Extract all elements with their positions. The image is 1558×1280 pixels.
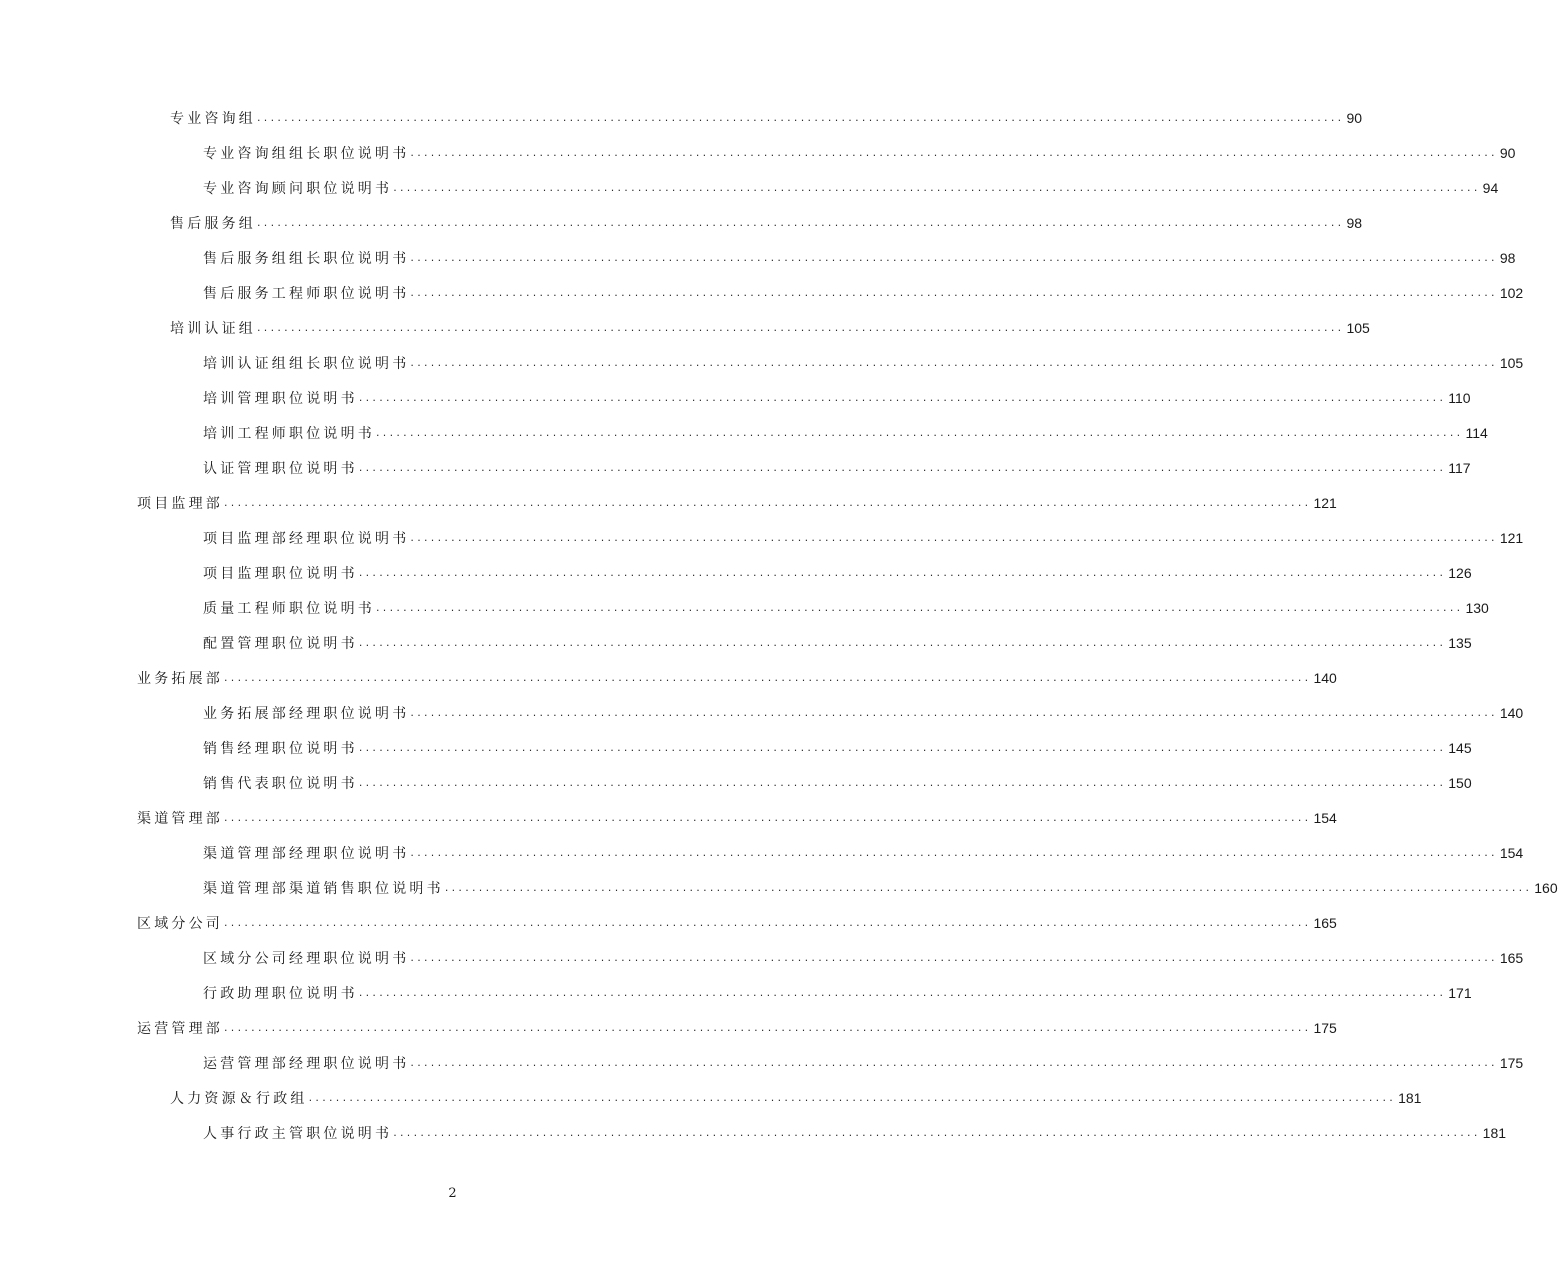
toc-entry[interactable]	[203, 981, 1472, 1005]
toc-entry[interactable]	[203, 281, 1524, 305]
toc-entry[interactable]	[203, 141, 1516, 165]
dot-leader: ................................................................................................................................................................	[358, 565, 1447, 579]
dot-leader: ................................................................................................................................................................	[410, 845, 1498, 859]
toc-entry[interactable]	[203, 736, 1472, 760]
toc-entry-title: 业务拓展部	[137, 671, 223, 687]
toc-entry-title: 培训工程师职位说明书	[203, 426, 375, 442]
toc-entry-page-number: 110	[1448, 390, 1471, 406]
dot-leader: ................................................................................................................................................................	[410, 950, 1498, 964]
toc-entry[interactable]	[170, 211, 1363, 235]
toc-entry-page-number: 175	[1499, 1055, 1524, 1071]
toc-entry[interactable]	[137, 1016, 1337, 1040]
toc-entry-page-number: 154	[1499, 845, 1524, 861]
dot-leader: ................................................................................................................................................................	[224, 915, 1312, 929]
toc-entry-title: 质量工程师职位说明书	[203, 601, 375, 617]
toc-entry-title: 运营管理部	[137, 1021, 223, 1037]
toc-entry-page-number: 114	[1465, 425, 1488, 441]
dot-leader: ................................................................................................................................................................	[393, 180, 1481, 194]
toc-entry[interactable]	[203, 876, 1558, 900]
toc-entry-page-number: 140	[1313, 670, 1337, 686]
toc-entry[interactable]	[170, 316, 1370, 340]
toc-entry[interactable]	[203, 246, 1516, 270]
toc-entry[interactable]	[203, 561, 1472, 585]
toc-entry-page-number: 98	[1346, 215, 1363, 231]
toc-entry-title: 培训认证组	[170, 321, 256, 337]
toc-entry[interactable]	[203, 1051, 1524, 1075]
page-number-footer: 2	[448, 1186, 457, 1201]
toc-entry[interactable]	[203, 1121, 1507, 1145]
toc-entry-page-number: 102	[1499, 285, 1524, 301]
toc-entry-page-number: 160	[1534, 880, 1558, 896]
toc-entry[interactable]	[137, 911, 1337, 935]
toc-entry-page-number: 154	[1313, 810, 1337, 826]
toc-entry-title: 渠道管理部经理职位说明书	[203, 846, 410, 862]
dot-leader: ................................................................................................................................................................	[376, 425, 1464, 439]
dot-leader: ................................................................................................................................................................	[358, 390, 1447, 404]
toc-entry-page-number: 90	[1499, 145, 1516, 161]
dot-leader: ................................................................................................................................................................	[224, 1020, 1312, 1034]
dot-leader: ................................................................................................................................................................	[410, 1055, 1498, 1069]
toc-entry-page-number: 140	[1499, 705, 1524, 721]
dot-leader: ................................................................................................................................................................	[410, 145, 1498, 159]
dot-leader: ................................................................................................................................................................	[444, 880, 1533, 894]
toc-entry[interactable]	[203, 841, 1524, 865]
toc-entry-page-number: 135	[1448, 635, 1472, 651]
dot-leader: ................................................................................................................................................................	[224, 810, 1312, 824]
toc-entry-page-number: 181	[1482, 1125, 1507, 1141]
toc-entry-title: 区域分公司经理职位说明书	[203, 951, 410, 967]
toc-entry-title: 项目监理职位说明书	[203, 566, 358, 582]
toc-entry[interactable]	[203, 421, 1488, 445]
toc-entry-title: 渠道管理部	[137, 811, 223, 827]
dot-leader: ................................................................................................................................................................	[224, 670, 1312, 684]
toc-entry-page-number: 117	[1448, 460, 1471, 476]
toc-entry[interactable]	[170, 1086, 1422, 1110]
dot-leader: ................................................................................................................................................................	[410, 250, 1498, 264]
toc-entry-page-number: 105	[1346, 320, 1370, 336]
toc-entry-title: 售后服务组组长职位说明书	[203, 251, 410, 267]
toc-entry-page-number: 130	[1465, 600, 1489, 616]
toc-entry-title: 销售经理职位说明书	[203, 741, 358, 757]
dot-leader: ................................................................................................................................................................	[358, 460, 1447, 474]
toc-entry-title: 行政助理职位说明书	[203, 986, 358, 1002]
dot-leader: ................................................................................................................................................................	[257, 215, 1345, 229]
toc-entry-title: 认证管理职位说明书	[203, 461, 358, 477]
dot-leader: ................................................................................................................................................................	[410, 530, 1498, 544]
dot-leader: ................................................................................................................................................................	[410, 355, 1498, 369]
toc-entry-page-number: 145	[1448, 740, 1472, 756]
dot-leader: ................................................................................................................................................................	[358, 635, 1447, 649]
toc-entry-page-number: 121	[1499, 530, 1524, 546]
dot-leader: ................................................................................................................................................................	[257, 320, 1345, 334]
toc-entry-title: 专业咨询组组长职位说明书	[203, 146, 410, 162]
dot-leader: ................................................................................................................................................................	[410, 705, 1498, 719]
dot-leader: ................................................................................................................................................................	[257, 110, 1345, 124]
toc-entry-title: 培训管理职位说明书	[203, 391, 358, 407]
toc-entry-title: 运营管理部经理职位说明书	[203, 1056, 410, 1072]
toc-entry[interactable]	[203, 176, 1499, 200]
toc-entry-title: 项目监理部	[137, 496, 223, 512]
toc-entry-title: 区域分公司	[137, 916, 223, 932]
dot-leader: ................................................................................................................................................................	[376, 600, 1464, 614]
toc-entry-page-number: 175	[1313, 1020, 1337, 1036]
toc-entry-title: 人力资源＆行政组	[170, 1091, 308, 1107]
dot-leader: ................................................................................................................................................................	[358, 985, 1447, 999]
toc-entry[interactable]	[137, 491, 1337, 515]
toc-entry-title: 销售代表职位说明书	[203, 776, 358, 792]
toc-entry-title: 专业咨询顾问职位说明书	[203, 181, 393, 197]
dot-leader: ................................................................................................................................................................	[358, 740, 1447, 754]
toc-entry-title: 售后服务工程师职位说明书	[203, 286, 410, 302]
toc-entry[interactable]	[203, 386, 1471, 410]
dot-leader: ................................................................................................................................................................	[308, 1090, 1397, 1104]
toc-entry-title: 项目监理部经理职位说明书	[203, 531, 410, 547]
dot-leader: ................................................................................................................................................................	[224, 495, 1312, 509]
toc-entry-page-number: 121	[1313, 495, 1337, 511]
toc-entry-title: 配置管理职位说明书	[203, 636, 358, 652]
toc-entry[interactable]	[137, 806, 1337, 830]
toc-entry-page-number: 94	[1482, 180, 1499, 196]
toc-entry-title: 专业咨询组	[170, 111, 256, 127]
toc-entry[interactable]	[137, 666, 1337, 690]
toc-entry-page-number: 165	[1499, 950, 1524, 966]
toc-entry-page-number: 165	[1313, 915, 1337, 931]
toc-entry[interactable]	[203, 351, 1524, 375]
dot-leader: ................................................................................................................................................................	[410, 285, 1498, 299]
toc-entry-page-number: 105	[1499, 355, 1524, 371]
dot-leader: ................................................................................................................................................................	[393, 1125, 1481, 1139]
dot-leader: ................................................................................................................................................................	[358, 775, 1447, 789]
toc-entry-page-number: 126	[1448, 565, 1472, 581]
toc-entry-page-number: 98	[1499, 250, 1516, 266]
toc-entry-title: 业务拓展部经理职位说明书	[203, 706, 410, 722]
toc-entry[interactable]	[203, 596, 1489, 620]
toc-entry[interactable]	[203, 701, 1524, 725]
toc-entry-title: 渠道管理部渠道销售职位说明书	[203, 881, 444, 897]
toc-entry-title: 售后服务组	[170, 216, 256, 232]
toc-entry[interactable]	[203, 456, 1471, 480]
toc-entry[interactable]	[203, 526, 1524, 550]
toc-entry[interactable]	[203, 631, 1472, 655]
toc-entry-page-number: 150	[1448, 775, 1472, 791]
toc-entry-title: 培训认证组组长职位说明书	[203, 356, 410, 372]
toc-entry[interactable]	[203, 771, 1472, 795]
toc-entry-page-number: 171	[1448, 985, 1472, 1001]
toc-entry[interactable]	[203, 946, 1524, 970]
toc-entry-page-number: 90	[1346, 110, 1363, 126]
toc-entry[interactable]	[170, 106, 1363, 130]
toc-entry-page-number: 181	[1398, 1090, 1422, 1106]
toc-entry-title: 人事行政主管职位说明书	[203, 1126, 393, 1142]
